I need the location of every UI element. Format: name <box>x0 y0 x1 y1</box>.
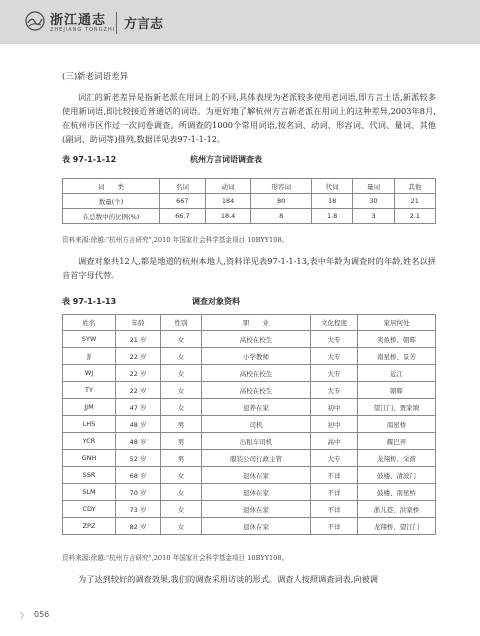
table-row <box>63 382 436 399</box>
paragraph-1: 词汇的新老差异是指新老派在用词上的不同,具体表现为老派较多使用老词语,即方言土话,新派较多使用新词语,即比较接近普通话的词语。为更好地了解杭州方言新老派在用词上的这种差异,2003年8月,在杭州市区作过一次问卷调查。所调查的1000个常用词语,按名词、动词、形容词、代词、量词、其他(副词、助词等)排列,数据详见表97-1-1-12。 <box>62 92 436 144</box>
vocabulary-table <box>62 178 436 224</box>
table-cell: 184 <box>205 194 251 209</box>
table-header-cell: 姓名 <box>63 315 116 331</box>
table-header-row <box>63 179 436 194</box>
table-cell: YCR <box>63 433 116 450</box>
table-cell: 女 <box>161 518 202 535</box>
table-cell: 22 岁 <box>116 382 161 399</box>
table-cell: 司机 <box>202 416 311 433</box>
table-cell: 30 <box>353 194 394 209</box>
table-row <box>63 209 436 224</box>
table-cell: SLM <box>63 484 116 501</box>
table-cell: 女 <box>161 399 202 416</box>
table-cell: 高校在校生 <box>202 331 311 348</box>
table-cell: 不详 <box>311 484 358 501</box>
table-cell: 女 <box>161 348 202 365</box>
table-cell: 南星桥 <box>358 416 436 433</box>
respondents-table <box>62 314 436 535</box>
table-header-cell: 性别 <box>161 315 202 331</box>
table-cell: 22 岁 <box>116 348 161 365</box>
table-cell: 48 岁 <box>116 416 161 433</box>
table-cell: 52 岁 <box>116 450 161 467</box>
table-cell: 不详 <box>311 467 358 484</box>
table-cell: CDY <box>63 501 116 518</box>
table-header-cell: 动词 <box>205 179 251 194</box>
table-cell: 1.8 <box>311 209 352 224</box>
table-cell: LHS <box>63 416 116 433</box>
table-cell: 22 岁 <box>116 365 161 382</box>
table-cell: 21 岁 <box>116 331 161 348</box>
table-cell: 高校在校生 <box>202 365 311 382</box>
brand-title: 浙江通志 <box>50 13 107 28</box>
table-cell: 80 <box>251 194 312 209</box>
table-row <box>63 194 436 209</box>
table-cell: 大专 <box>311 331 358 348</box>
table-cell: 男 <box>161 433 202 450</box>
table-cell: JJM <box>63 399 116 416</box>
table-cell: 47 岁 <box>116 399 161 416</box>
table-row <box>63 467 436 484</box>
table-cell: 龙翔桥、望江门 <box>358 518 436 535</box>
table-cell: 66.7 <box>160 209 206 224</box>
table-cell: 8 <box>251 209 312 224</box>
table-cell: 服装公司行政主管 <box>202 450 311 467</box>
table-row <box>63 518 436 535</box>
table-cell: 初中 <box>311 399 358 416</box>
table-cell: 女 <box>161 331 202 348</box>
table-row <box>63 399 436 416</box>
table-cell: 女 <box>161 365 202 382</box>
table-cell: WJ <box>63 365 116 382</box>
table-cell: 21 <box>394 194 435 209</box>
table-cell: 男 <box>161 450 202 467</box>
table-cell: ZPZ <box>63 518 116 535</box>
table-cell: 在总数中的比例(%) <box>63 209 160 224</box>
header-divider <box>116 12 117 34</box>
table1-source-note: 资料来源:徐越:"杭州方言研究",2010 年国家社会科学基金项目 10BYY108。 <box>62 236 289 244</box>
page-number: 056 <box>34 610 50 619</box>
table-cell: 女 <box>161 501 202 518</box>
table2-number: 表 97-1-1-13 <box>62 297 117 306</box>
table-cell: 3 <box>353 209 394 224</box>
table-cell: 70 岁 <box>116 484 161 501</box>
table-row <box>63 450 436 467</box>
table1-title: 杭州方言词语调查表 <box>190 155 262 164</box>
table-cell: 初中 <box>311 416 358 433</box>
table-cell: TY <box>63 382 116 399</box>
table-header-cell: 家居何处 <box>358 315 436 331</box>
table-header-cell: 形容词 <box>251 179 312 194</box>
table-cell: 18.4 <box>205 209 251 224</box>
table-cell: 退养在家 <box>202 399 311 416</box>
table-cell: 82 岁 <box>116 518 161 535</box>
table-cell: 鼓楼、南星桥 <box>358 484 436 501</box>
section-title: 方言志 <box>124 17 164 32</box>
page-marker-icon: 》 <box>20 611 28 620</box>
table-cell: 数量(个) <box>63 194 160 209</box>
table-cell: 2.1 <box>394 209 435 224</box>
table-cell: 高中 <box>311 433 358 450</box>
table-header-cell: 名词 <box>160 179 206 194</box>
table-cell: GNH <box>63 450 116 467</box>
table2-source-note: 资料来源:徐越:"杭州方言研究",2010 年国家社会科学基金项目 10BYY108。 <box>62 554 289 562</box>
table-header-cell: 词 类 <box>63 179 160 194</box>
table-cell: 大专 <box>311 382 358 399</box>
table-cell: SYW <box>63 331 116 348</box>
table-header-cell: 职 业 <box>202 315 311 331</box>
table-row <box>63 365 436 382</box>
table-cell: 73 岁 <box>116 501 161 518</box>
table-header-cell: 其他 <box>394 179 435 194</box>
table-row <box>63 433 436 450</box>
table-cell: 大专 <box>311 365 358 382</box>
table-cell: 近江 <box>358 365 436 382</box>
table-cell: 68 岁 <box>116 467 161 484</box>
table-cell: 出租车司机 <box>202 433 311 450</box>
table1-number: 表 97-1-1-12 <box>62 155 117 164</box>
table-cell: JJ <box>63 348 116 365</box>
table-row <box>63 348 436 365</box>
table-cell: 浙儿巷、洪家桥 <box>358 501 436 518</box>
table-row <box>63 484 436 501</box>
logo-icon <box>24 10 46 32</box>
table-cell: 女 <box>161 484 202 501</box>
table-cell: 大专 <box>311 348 358 365</box>
table-cell: 望江门、贾家塘 <box>358 399 436 416</box>
paragraph-2: 调查对象共12人,都是地道的杭州本地人,资料详见表97-1-1-13,表中年龄为调查时的年龄,姓名以拼音首字母代替。 <box>62 256 436 280</box>
table-cell: 退休在家 <box>202 501 311 518</box>
table-cell: 退休在家 <box>202 484 311 501</box>
table-cell: 大专 <box>311 450 358 467</box>
brand-subtitle: ZHEJIANG TONGZHI <box>50 27 116 33</box>
table-cell: 48 岁 <box>116 433 161 450</box>
table-cell: 鼓楼、清波门 <box>358 467 436 484</box>
subsection-title: (三)新老词语差异 <box>62 72 129 82</box>
table-cell: 18 <box>311 194 352 209</box>
table-cell: 高校在校生 <box>202 382 311 399</box>
table-header-cell: 年龄 <box>116 315 161 331</box>
table-cell: 男 <box>161 416 202 433</box>
paragraph-3: 为了达到较好的调查效果,我们的调查采用访谈的形式。调查人按照调查词表,向被调 <box>78 574 378 584</box>
table-cell: 朝晖 <box>358 382 436 399</box>
table-cell: 南星桥、景芳 <box>358 348 436 365</box>
table-cell: 退休在家 <box>202 467 311 484</box>
table-cell: 不详 <box>311 501 358 518</box>
table-cell: 卖鱼桥、朝晖 <box>358 331 436 348</box>
table-cell: SSR <box>63 467 116 484</box>
table-cell: 龙翔桥、采荷 <box>358 450 436 467</box>
table-cell: 退休在家 <box>202 518 311 535</box>
table-cell: 女 <box>161 382 202 399</box>
table-header-cell: 量词 <box>353 179 394 194</box>
table-header-cell: 文化程度 <box>311 315 358 331</box>
table-cell: 女 <box>161 467 202 484</box>
table-cell: 667 <box>160 194 206 209</box>
table-row <box>63 416 436 433</box>
table-cell: 耀巴弄 <box>358 433 436 450</box>
table-cell: 小学教师 <box>202 348 311 365</box>
table-cell: 不详 <box>311 518 358 535</box>
table-row <box>63 501 436 518</box>
page-header <box>0 0 480 44</box>
table-header-cell: 代词 <box>311 179 352 194</box>
table2-title: 调查对象资料 <box>192 297 240 306</box>
table-header-row <box>63 315 436 331</box>
table-row <box>63 331 436 348</box>
